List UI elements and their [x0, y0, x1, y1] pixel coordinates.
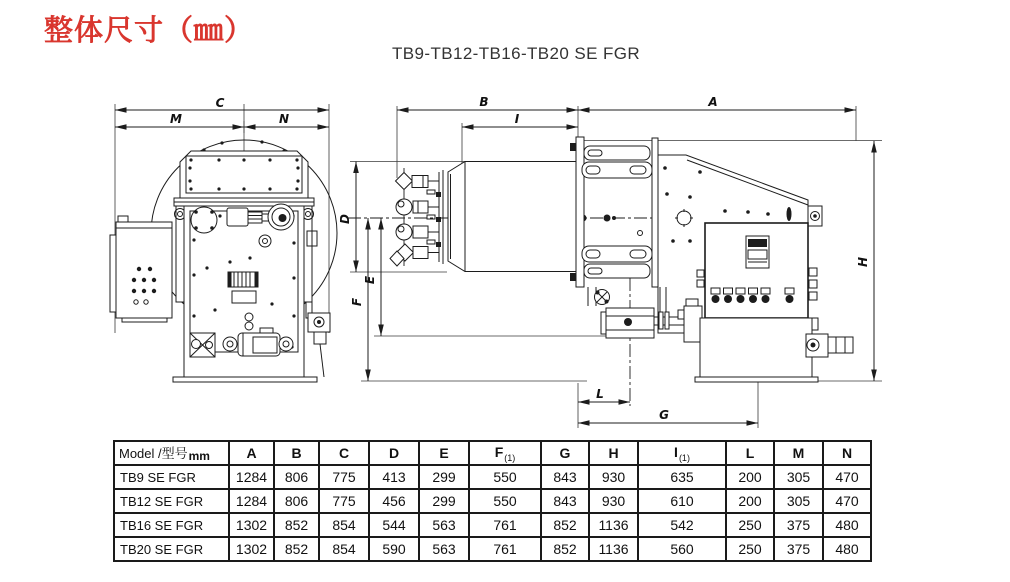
table-row	[114, 537, 871, 561]
value-cell: 375	[774, 513, 823, 537]
value-cell: 413	[369, 465, 419, 489]
col-header-i: $I_{(1)}$	[638, 441, 726, 465]
base-plate-front	[173, 377, 317, 382]
mounting-flange	[570, 137, 652, 287]
col-header-l: L	[726, 441, 774, 465]
value-cell: 470	[823, 489, 871, 513]
dim-label-n: N	[278, 112, 290, 126]
dim-label-c: C	[215, 96, 225, 110]
page-title: 整体尺寸（㎜）	[44, 13, 255, 47]
value-cell: 305	[774, 489, 823, 513]
dim-label-g: G	[659, 408, 669, 422]
value-cell: 550	[469, 465, 541, 489]
control-panel	[110, 216, 172, 322]
damper-valve	[190, 333, 215, 357]
col-header-d: D	[369, 441, 419, 465]
value-cell: 761	[469, 537, 541, 561]
model-cell: TB12 SE FGR	[114, 489, 229, 513]
pedestal	[695, 318, 853, 382]
value-cell: 480	[823, 513, 871, 537]
left-port	[191, 207, 217, 233]
value-cell: 852	[541, 537, 589, 561]
connector-plug	[248, 212, 270, 223]
drawing-subtitle: TB9-TB12-TB16-TB20 SE FGR	[392, 44, 641, 63]
table-row	[114, 513, 871, 537]
table-header-model: Model /型号mm	[114, 441, 229, 465]
value-cell: 1284	[229, 489, 274, 513]
table-row	[114, 465, 871, 489]
value-cell: 852	[274, 513, 319, 537]
value-cell: 542	[638, 513, 726, 537]
dim-label-f: F	[350, 297, 364, 307]
value-cell: 761	[469, 513, 541, 537]
value-cell: 375	[774, 537, 823, 561]
dim-label-i: I	[514, 112, 520, 126]
value-cell: 470	[823, 465, 871, 489]
value-cell: 1284	[229, 465, 274, 489]
value-cell: 854	[319, 513, 369, 537]
value-cell: 299	[419, 465, 469, 489]
value-cell: 200	[726, 465, 774, 489]
col-header-n: N	[823, 441, 871, 465]
value-cell: 563	[419, 537, 469, 561]
value-cell: 610	[638, 489, 726, 513]
model-cell: TB20 SE FGR	[114, 537, 229, 561]
value-cell: 806	[274, 489, 319, 513]
table-header-row	[114, 441, 871, 465]
col-header-c: C	[319, 441, 369, 465]
technical-drawing	[95, 90, 905, 435]
value-cell: 843	[541, 489, 589, 513]
value-cell: 1302	[229, 537, 274, 561]
value-cell: 305	[774, 465, 823, 489]
control-box	[697, 223, 818, 330]
dim-label-l: L	[596, 387, 604, 401]
side-view	[338, 95, 882, 428]
col-header-f: $F_{(1)}$	[469, 441, 541, 465]
col-header-e: E	[419, 441, 469, 465]
col-header-b: B	[274, 441, 319, 465]
value-cell: 854	[319, 537, 369, 561]
model-cell: TB9 SE FGR	[114, 465, 229, 489]
col-header-h: H	[589, 441, 638, 465]
value-cell: 930	[589, 465, 638, 489]
value-cell: 1136	[589, 513, 638, 537]
dim-label-m: M	[170, 112, 182, 126]
table-row	[114, 489, 871, 513]
center-plate	[227, 208, 248, 226]
value-cell: 544	[369, 513, 419, 537]
model-cell: TB16 SE FGR	[114, 513, 229, 537]
value-cell: 200	[726, 489, 774, 513]
col-header-note: (1)	[678, 452, 690, 463]
value-cell: 299	[419, 489, 469, 513]
value-cell: 590	[369, 537, 419, 561]
value-cell: 563	[419, 513, 469, 537]
col-header-m: M	[774, 441, 823, 465]
value-cell: 775	[319, 489, 369, 513]
value-cell: 852	[274, 537, 319, 561]
value-cell: 480	[823, 537, 871, 561]
value-cell: 250	[726, 513, 774, 537]
value-cell: 560	[638, 537, 726, 561]
col-header-g: G	[541, 441, 589, 465]
value-cell: 930	[589, 489, 638, 513]
col-header-a: A	[229, 441, 274, 465]
dim-label-b: B	[479, 95, 489, 109]
dim-label-a: A	[708, 95, 718, 109]
dim-label-d: D	[338, 214, 352, 224]
unit-label: mm	[188, 449, 210, 463]
value-cell: 1302	[229, 513, 274, 537]
dim-label-h: H	[856, 256, 870, 268]
value-cell: 456	[369, 489, 419, 513]
value-cell: 806	[274, 465, 319, 489]
dim-label-e: E	[363, 275, 377, 285]
value-cell: 550	[469, 489, 541, 513]
front-view	[110, 96, 337, 382]
value-cell: 852	[541, 513, 589, 537]
value-cell: 775	[319, 465, 369, 489]
value-cell: 250	[726, 537, 774, 561]
blast-tube	[448, 162, 577, 272]
gas-nozzles	[390, 168, 443, 266]
value-cell: 635	[638, 465, 726, 489]
right-port	[268, 204, 294, 230]
value-cell: 1136	[589, 537, 638, 561]
dimension-table	[113, 440, 872, 562]
col-header-note: (1)	[504, 452, 516, 463]
value-cell: 843	[541, 465, 589, 489]
